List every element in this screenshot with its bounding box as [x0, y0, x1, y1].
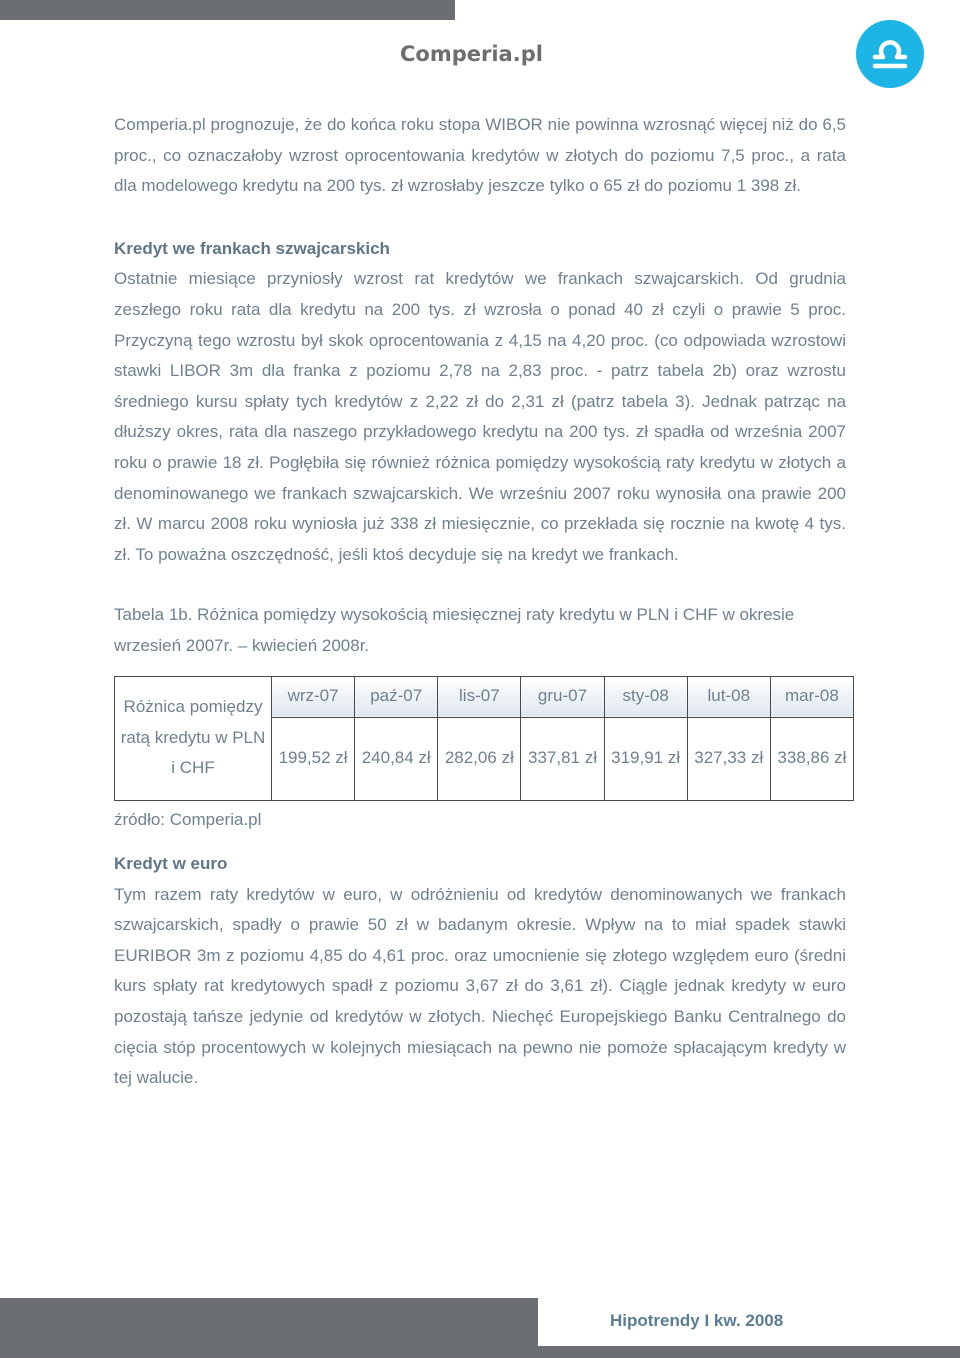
- value-cell: 282,06 zł: [438, 717, 521, 800]
- footer-text: Hipotrendy I kw. 2008: [610, 1311, 784, 1330]
- value-cell: 337,81 zł: [521, 717, 604, 800]
- document-body: [114, 110, 846, 1094]
- month-header: sty-08: [604, 676, 687, 717]
- rate-difference-table: [114, 676, 854, 801]
- top-bar: [0, 0, 455, 20]
- value-cell: 199,52 zł: [272, 717, 355, 800]
- heading-eur: Kredyt w euro: [114, 854, 228, 874]
- row-label: Różnica pomiędzy ratą kredytu w PLN i CHF: [115, 676, 272, 800]
- value-cell: 240,84 zł: [355, 717, 438, 800]
- table-row: [115, 676, 854, 717]
- month-header: mar-08: [770, 676, 853, 717]
- month-header: wrz-07: [272, 676, 355, 717]
- value-cell: 319,91 zł: [604, 717, 687, 800]
- intro-paragraph: Comperia.pl prognozuje, że do końca roku stopa WIBOR nie powinna wzrosnąć więcej niż do 6,5 proc., co oznaczałoby wzrost oprocentowania kredytów w złotych do poziomu 7,5 proc., a rata dla modelowego kredytu na 200 tys. zł wzrosłaby jeszcze tylko o 65 zł do poziomu 1 398 zł.: [114, 115, 846, 196]
- heading-chf: Kredyt we frankach szwajcarskich: [114, 238, 390, 258]
- table-source: źródło: Comperia.pl: [114, 809, 262, 829]
- value-cell: 338,86 zł: [770, 717, 853, 800]
- month-header: paź-07: [355, 676, 438, 717]
- month-header: lut-08: [687, 676, 770, 717]
- paragraph-chf: Ostatnie miesiące przyniosły wzrost rat kredytów we frankach szwajcarskich. Od grudnia zeszłego roku rata dla kredytu na 200 tys. zł wzrosła o ponad 40 zł czyli o prawie 5 proc. Przyczyną tego wzrostu był skok oprocentowania z 4,15 na 4,20 proc. (co odpowiada wzrostowi stawki LIBOR 3m dla franka z poziomu 2,78 na 2,83 proc. - patrz tabela 2b) oraz wzrostu średniego kursu spłaty tych kredytów z 2,22 zł do 2,31 zł (patrz tabela 3). Jednak patrząc na dłuższy okres, rata dla naszego przykładowego kredytu na 200 tys. zł spadła od września 2007 roku o prawie 18 zł. Pogłębiła się również różnica pomiędzy wysokością raty kredytu w złotych a denominowanego we frankach szwajcarskich. We wrześniu 2007 roku wynosiła ona prawie 200 zł. W marcu 2008 roku wyniosła już 338 zł miesięcznie, co przekłada się rocznie na kwotę 4 tys. zł. To poważna oszczędność, jeśli ktoś decyduje się na kredyt we frankach.: [114, 269, 846, 564]
- table-caption: Tabela 1b. Różnica pomiędzy wysokością miesięcznej raty kredytu w PLN i CHF w okresie wrzesień 2007r. – kwiecień 2008r.: [114, 605, 795, 655]
- value-cell: 327,33 zł: [687, 717, 770, 800]
- paragraph-eur: Tym razem raty kredytów w euro, w odróżnieniu od kredytów denominowanych we frankach szwajcarskich, spadły o prawie 50 zł w badanym okresie. Wpływ na to miał spadek stawki EURIBOR 3m z poziomu 4,85 do 4,61 proc. oraz umocnienie się złotego względem euro (średni kurs spłaty rat kredytowych spadł z poziomu 3,67 zł do 3,61 zł). Ciągle jednak kredyty w euro pozostają tańsze jedynie od kredytów w złotych. Niechęć Europejskiego Banku Centralnego do cięcia stóp procentowych w kolejnych miesiącach na pewno nie pomoże spłacającym kredyty w tej walucie.: [114, 884, 846, 1088]
- brand-title: Comperia.pl: [400, 42, 543, 66]
- libra-scales-icon: [855, 19, 925, 89]
- month-header: lis-07: [438, 676, 521, 717]
- month-header: gru-07: [521, 676, 604, 717]
